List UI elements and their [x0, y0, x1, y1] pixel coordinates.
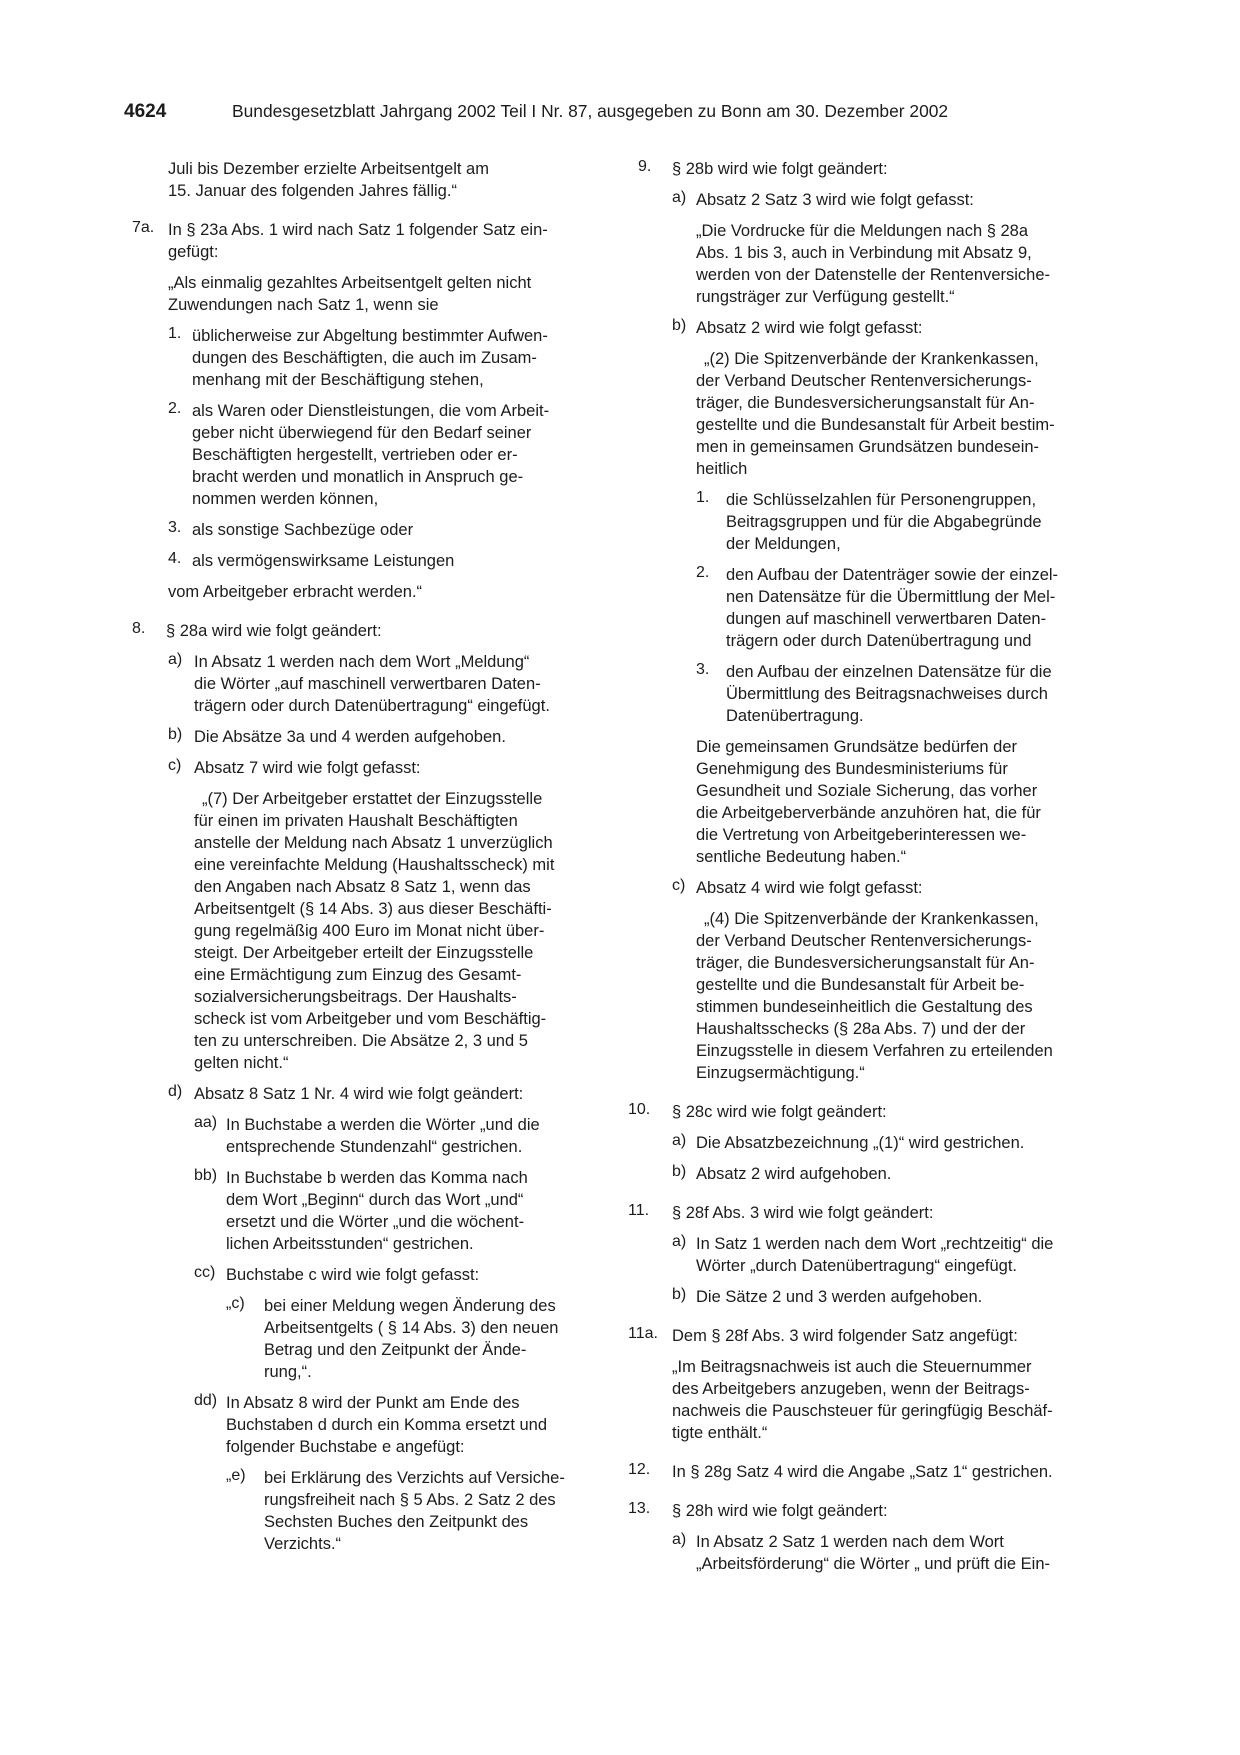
list-item: 3. den Aufbau der einzelnen Datensätze für die Übermittlung des Beitragsnachweises durch Datenübertragung.: [696, 661, 1052, 725]
right-column: [626, 158, 1108, 1575]
item-label: 11.: [628, 1202, 650, 1219]
quoted-text: „Als einmalig gezahltes Arbeitsentgelt gelten nicht: [168, 274, 532, 292]
item-label: 12.: [628, 1461, 651, 1478]
sub-sub-item-dd: dd) In Absatz 8 wird der Punkt am Ende des Buchstaben d durch ein Komma ersetzt und folgender Buchstabe e angefügt: „e) bei Erklärung des Verzichts auf Versiche- rungsfreiheit nach § 5 Abs. 2 Satz 2 des Sechsten Buches den Zeitpunkt des Verzichts.“: [194, 1392, 604, 1555]
sub-item-b: b) Absatz 2 wird aufgehoben.: [672, 1163, 892, 1183]
page-header: [124, 101, 1004, 131]
sub-item-a: a) In Satz 1 werden nach dem Wort „rechtzeitig“ die Wörter „durch Datenübertragung“ eingefügt.: [672, 1233, 1054, 1275]
item-label: 9.: [638, 158, 652, 175]
sub-item-b: b) Die Sätze 2 und 3 werden aufgehoben.: [672, 1286, 983, 1306]
sub-item-c: c) Absatz 4 wird wie folgt gefasst: „(4) Die Spitzenverbände der Krankenkassen, der Verband Deutscher Rentenversicherungs- träger, die Bundesversicherungsanstalt für An- gestellte und die Bundesanstalt für Arbeit be- stimmen bundeseinheitlich die Gestaltung des Haushaltsschecks (§ 28a Abs. 7) und der der Einzugsstelle in diesem Verfahren zu erteilenden Einzugsermächtigung.“: [672, 877, 1108, 1084]
item-8: 8. § 28a wird wie folgt geändert: a) In Absatz 1 werden nach dem Wort „Meldung“ die Wörter „auf maschinell verwertbaren Daten- trägern oder durch Datenübertragung“ eingefügt. b) Die Absätze 3a und 4 werden aufgehoben. c) Absatz 7 wird wie folgt gefasst: „(7) Der Arbeitgeber erstattet der Einzugsstelle für einen im privaten Haushalt Beschäftigten anstelle der Meldung nach Absatz 1 unverzüglich eine vereinfachte Meldung (Haushaltsscheck) mit den Angaben nach Absatz 8 Satz 1, wenn das Arbeitsentgelt (§ 14 Abs. 3) aus dieser Beschäfti- gung regelmäßig 400 Euro im Monat nicht über- steigt. Der Arbeitgeber erteilt der Einzugsstelle eine Ermächtigung zum Einzug des Gesamt- sozialversicherungsbeitrags. Der Haushalts- scheck ist vom Arbeitgeber und vom Beschäftig- ten zu unterschreiben. Die Absätze 2, 3 und 5 gelten nicht.“ d) Absatz 8 Satz 1 Nr. 4 wird wie folgt geändert: aa) In Buchstabe a werden die Wörter „und die entsprechende Stundenzahl“ gestrichen. bb) In Buchstabe b werden das Komma nach dem Wort „Beginn“ durch das Wort „und“ ersetzt und die Wörter „und die wöchent- lichen Arbeitsstunden“ gestrichen. cc) Buchstabe c wird wie folgt gefasst: „c) bei einer Meldung wegen Änderung des Arbeitsentgelts ( § 14 Abs. 3) den neuen Betrag und den Zeitpunkt der Ände- rung,“. dd) In Absatz 8 wird der Punkt am Ende des Buchstaben d durch ein Komma ersetzt und folgender Buchstabe e angefügt: „e) bei Erklärung des Verzichts auf Versiche- rungsfreiheit nach § 5 Abs. 2 Satz 2 des Sechsten Buches den Zeitpunkt des Verzichts.“: [124, 620, 604, 1555]
quoted-text: „c) bei einer Meldung wegen Änderung des Arbeitsentgelts ( § 14 Abs. 3) den neuen Betrag und den Zeitpunkt der Ände- rung,“.: [226, 1295, 559, 1381]
item-13: 13. § 28h wird wie folgt geändert: a) In Absatz 2 Satz 1 werden nach dem Wort „Arbeitsförderung“ die Wörter „ und prüft die Ein-: [626, 1500, 1108, 1575]
quoted-text: „e) bei Erklärung des Verzichts auf Versiche- rungsfreiheit nach § 5 Abs. 2 Satz 2 des Sechsten Buches den Zeitpunkt des Verzichts.“: [226, 1467, 565, 1553]
sub-item-d: d) Absatz 8 Satz 1 Nr. 4 wird wie folgt geändert: aa) In Buchstabe a werden die Wörter „und die entsprechende Stundenzahl“ gestrichen. bb) In Buchstabe b werden das Komma nach dem Wort „Beginn“ durch das Wort „und“ ersetzt und die Wörter „und die wöchent- lichen Arbeitsstunden“ gestrichen. cc) Buchstabe c wird wie folgt gefasst: „c) bei einer Meldung wegen Änderung des Arbeitsentgelts ( § 14 Abs. 3) den neuen Betrag und den Zeitpunkt der Ände- rung,“. dd) In Absatz 8 wird der Punkt am Ende des Buchstaben d durch ein Komma ersetzt und folgender Buchstabe e angefügt: „e) bei Erklärung des Verzichts auf Versiche- rungsfreiheit nach § 5 Abs. 2 Satz 2 des Sechsten Buches den Zeitpunkt des Verzichts.“: [166, 1083, 604, 1555]
list-item: 3. als sonstige Sachbezüge oder: [168, 519, 414, 539]
sub-sub-item-bb: bb) In Buchstabe b werden das Komma nach dem Wort „Beginn“ durch das Wort „und“ ersetzt und die Wörter „und die wöchent- lichen Arbeitsstunden“ gestrichen.: [194, 1167, 528, 1253]
sub-item-c: c) Absatz 7 wird wie folgt gefasst: „(7) Der Arbeitgeber erstattet der Einzugsstelle für einen im privaten Haushalt Beschäftigten anstelle der Meldung nach Absatz 1 unverzüglich eine vereinfachte Meldung (Haushaltsscheck) mit den Angaben nach Absatz 8 Satz 1, wenn das Arbeitsentgelt (§ 14 Abs. 3) aus dieser Beschäfti- gung regelmäßig 400 Euro im Monat nicht über- steigt. Der Arbeitgeber erteilt der Einzugsstelle eine Ermächtigung zum Einzug des Gesamt- sozialversicherungsbeitrags. Der Haushalts- scheck ist vom Arbeitgeber und vom Beschäftig- ten zu unterschreiben. Die Absätze 2, 3 und 5 gelten nicht.“: [166, 757, 604, 1074]
item-label: 11a.: [628, 1325, 658, 1342]
item-label: 10.: [628, 1101, 651, 1118]
quoted-text: „Die Vordrucke für die Meldungen nach § 28a Abs. 1 bis 3, auch in Verbindung mit Absatz 9, werden von der Datenstelle der Rentenversiche- rungsträger zur Verfügung gestellt.“: [696, 222, 1051, 306]
sub-sub-item-cc: cc) Buchstabe c wird wie folgt gefasst: „c) bei einer Meldung wegen Änderung des Arbeitsentgelts ( § 14 Abs. 3) den neuen Betrag und den Zeitpunkt der Ände- rung,“.: [194, 1264, 604, 1383]
item-label: 8.: [132, 620, 146, 637]
closing-paragraph: Die gemeinsamen Grundsätze bedürfen der Genehmigung des Bundesministeriums für Gesundheit und Soziale Sicherung, das vorher die Arbeitgeberverbände anzuhören hat, die für die Vertretung von Arbeitgeberinteressen we- sentliche Bedeutung haben.“: [696, 738, 1041, 866]
quoted-text: „Im Beitragsnachweis ist auch die Steuernummer des Arbeitgebers anzugeben, wenn der Beitrags- nachweis die Pauschsteuer für geringfügig Beschäf- tigte enthält.“: [672, 1358, 1053, 1442]
item-11a: 11a. Dem § 28f Abs. 3 wird folgender Satz angefügt: „Im Beitragsnachweis ist auch die Steuernummer des Arbeitgebers anzugeben, wenn der Beitrags- nachweis die Pauschsteuer für geringfügig Beschäf- tigte enthält.“: [626, 1325, 1108, 1444]
sub-sub-item-aa: aa) In Buchstabe a werden die Wörter „und die entsprechende Stundenzahl“ gestrichen.: [194, 1114, 540, 1156]
item-label: 13.: [628, 1500, 651, 1517]
continued-paragraph: Juli bis Dezember erzielte Arbeitsentgelt am 15. Januar des folgenden Jahres fällig.“: [168, 160, 489, 200]
list-item: 2. als Waren oder Dienstleistungen, die vom Arbeit- geber nicht überwiegend für den Bedarf seiner Beschäftigten hergestellt, vertrieben oder er- bracht werden und monatlich in Anspruch ge- nommen werden können,: [168, 400, 550, 508]
quoted-text: „(4) Die Spitzenverbände der Krankenkassen, der Verband Deutscher Rentenversicherungs- träger, die Bundesversicherungsanstalt für An- gestellte und die Bundesanstalt für Arbeit be- stimmen bundeseinheitlich die Gestaltung des Haushaltsschecks (§ 28a Abs. 7) und der der Einzugsstelle in diesem Verfahren zu erteilenden Einzugsermächtigung.“: [696, 910, 1053, 1082]
sub-item-b: b) Absatz 2 wird wie folgt gefasst: „(2) Die Spitzenverbände der Krankenkassen, der Verband Deutscher Rentenversicherungs- träger, die Bundesversicherungsanstalt für An- gestellte und die Bundesanstalt für Arbeit bestim- men in gemeinsamen Grundsätzen bundesein- heitlich 1. die Schlüsselzahlen für Personengruppen, Beitragsgruppen und für die Abgabegründe der Meldungen, 2. den Aufbau der Datenträger sowie der einzel- nen Datensätze für die Übermittlung der Mel- dungen auf maschinell verwertbaren Daten- trägern oder durch Datenübertragung und 3. den Aufbau der einzelnen Datensätze für die Übermittlung des Beitragsnachweises durch Datenübertragung. Die gemeinsamen Grundsätze bedürfen der Genehmigung des Bundesministeriums für Gesundheit und Soziale Sicherung, das vorher die Arbeitgeberverbände anzuhören hat, die für die Vertretung von Arbeitgeberinteressen we- sentliche Bedeutung haben.“: [672, 317, 1108, 868]
sub-item-a: a) Absatz 2 Satz 3 wird wie folgt gefasst: „Die Vordrucke für die Meldungen nach § 28a Abs. 1 bis 3, auch in Verbindung mit Absatz 9, werden von der Datenstelle der Rentenversiche- rungsträger zur Verfügung gestellt.“: [672, 189, 1108, 308]
list-item: 1. üblicherweise zur Abgeltung bestimmter Aufwen- dungen des Beschäftigten, die auch im Zusam- menhang mit der Beschäftigung stehen,: [168, 325, 548, 389]
list-item: 2. den Aufbau der Datenträger sowie der einzel- nen Datensätze für die Übermittlung der Mel- dungen auf maschinell verwertbaren Daten- trägern oder durch Datenübertragung und: [696, 564, 1059, 650]
sub-item-a: a) Die Absatzbezeichnung „(1)“ wird gestrichen.: [672, 1132, 1025, 1152]
quoted-text: „(7) Der Arbeitgeber erstattet der Einzugsstelle für einen im privaten Haushalt Beschäftigten anstelle der Meldung nach Absatz 1 unverzüglich eine vereinfachte Meldung (Haushaltsscheck) mit den Angaben nach Absatz 8 Satz 1, wenn das Arbeitsentgelt (§ 14 Abs. 3) aus dieser Beschäfti- gung regelmäßig 400 Euro im Monat nicht über- steigt. Der Arbeitgeber erteilt der Einzugsstelle eine Ermächtigung zum Einzug des Gesamt- sozialversicherungsbeitrags. Der Haushalts- scheck ist vom Arbeitgeber und vom Beschäftig- ten zu unterschreiben. Die Absätze 2, 3 und 5 gelten nicht.“: [194, 790, 555, 1072]
sub-item-a: a) In Absatz 2 Satz 1 werden nach dem Wort „Arbeitsförderung“ die Wörter „ und prüft die Ein-: [672, 1531, 1050, 1573]
item-label: 7a.: [132, 219, 155, 236]
item-11: 11. § 28f Abs. 3 wird wie folgt geändert: a) In Satz 1 werden nach dem Wort „rechtzeitig“ die Wörter „durch Datenübertragung“ eingefügt. b) Die Sätze 2 und 3 werden aufgehoben.: [626, 1202, 1108, 1308]
item-12: 12. In § 28g Satz 4 wird die Angabe „Satz 1“ gestrichen.: [628, 1461, 1053, 1481]
sub-item-a: a) In Absatz 1 werden nach dem Wort „Meldung“ die Wörter „auf maschinell verwertbaren Daten- trägern oder durch Datenübertragung“ eingefügt.: [168, 651, 550, 715]
sub-item-b: b) Die Absätze 3a und 4 werden aufgehoben.: [168, 726, 506, 746]
item-10: 10. § 28c wird wie folgt geändert: a) Die Absatzbezeichnung „(1)“ wird gestrichen. b) Absatz 2 wird aufgehoben.: [626, 1101, 1108, 1185]
page-number: 4624: [124, 101, 167, 122]
gazette-title: Bundesgesetzblatt Jahrgang 2002 Teil I Nr. 87, ausgegeben zu Bonn am 30. Dezember 2002: [232, 101, 949, 121]
list-item: 1. die Schlüsselzahlen für Personengruppen, Beitragsgruppen und für die Abgabegründe der Meldungen,: [696, 489, 1042, 553]
item-9: 9. § 28b wird wie folgt geändert: a) Absatz 2 Satz 3 wird wie folgt gefasst: „Die Vordrucke für die Meldungen nach § 28a Abs. 1 bis 3, auch in Verbindung mit Absatz 9, werden von der Datenstelle der Rentenversiche- rungsträger zur Verfügung gestellt.“ b) Absatz 2 wird wie folgt gefasst: „(2) Die Spitzenverbände der Krankenkassen, der Verband Deutscher Rentenversicherungs- träger, die Bundesversicherungsanstalt für An- gestellte und die Bundesanstalt für Arbeit bestim- men in gemeinsamen Grundsätzen bundesein- heitlich 1. die Schlüsselzahlen für Personengruppen, Beitragsgruppen und für die Abgabegründe der Meldungen, 2. den Aufbau der Datenträger sowie der einzel- nen Datensätze für die Übermittlung der Mel- dungen auf maschinell verwertbaren Daten- trägern oder durch Datenübertragung und 3. den Aufbau der einzelnen Datensätze für die Übermittlung des Beitragsnachweises durch Datenübertragung. Die gemeinsamen Grundsätze bedürfen der Genehmigung des Bundesministeriums für Gesundheit und Soziale Sicherung, das vorher die Arbeitgeberverbände anzuhören hat, die für die Vertretung von Arbeitgeberinteressen we- sentliche Bedeutung haben.“ c) Absatz 4 wird wie folgt gefasst: „(4) Die Spitzenverbände der Krankenkassen, der Verband Deutscher Rentenversicherungs- träger, die Bundesversicherungsanstalt für An- gestellte und die Bundesanstalt für Arbeit be- stimmen bundeseinheitlich die Gestaltung des Haushaltsschecks (§ 28a Abs. 7) und der der Einzugsstelle in diesem Verfahren zu erteilenden Einzugsermächtigung.“: [626, 158, 1108, 1084]
item-7a: 7a. In § 23a Abs. 1 wird nach Satz 1 folgender Satz ein- gefügt: „Als einmalig gezahltes Arbeitsentgelt gelten nicht Zuwendungen nach Satz 1, wenn sie 1. üblicherweise zur Abgeltung bestimmter Aufwen- dungen des Beschäftigten, die auch im Zusam- menhang mit der Beschäftigung stehen, 2. als Waren oder Dienstleistungen, die vom Arbeit- geber nicht überwiegend für den Bedarf seiner Beschäftigten hergestellt, vertrieben oder er- bracht werden und monatlich in Anspruch ge- nommen werden können, 3. als sonstige Sachbezüge oder 4. als vermögenswirksame Leistungen vom Arbeitgeber erbracht werden.“: [124, 219, 604, 603]
quoted-text: „(2) Die Spitzenverbände der Krankenkassen, der Verband Deutscher Rentenversicherungs- träger, die Bundesversicherungsanstalt für An- gestellte und die Bundesanstalt für Arbeit bestim- men in gemeinsamen Grundsätzen bundesein- heitlich: [696, 350, 1055, 478]
left-column: [124, 158, 604, 1555]
list-item: 4. als vermögenswirksame Leistungen: [168, 550, 455, 570]
